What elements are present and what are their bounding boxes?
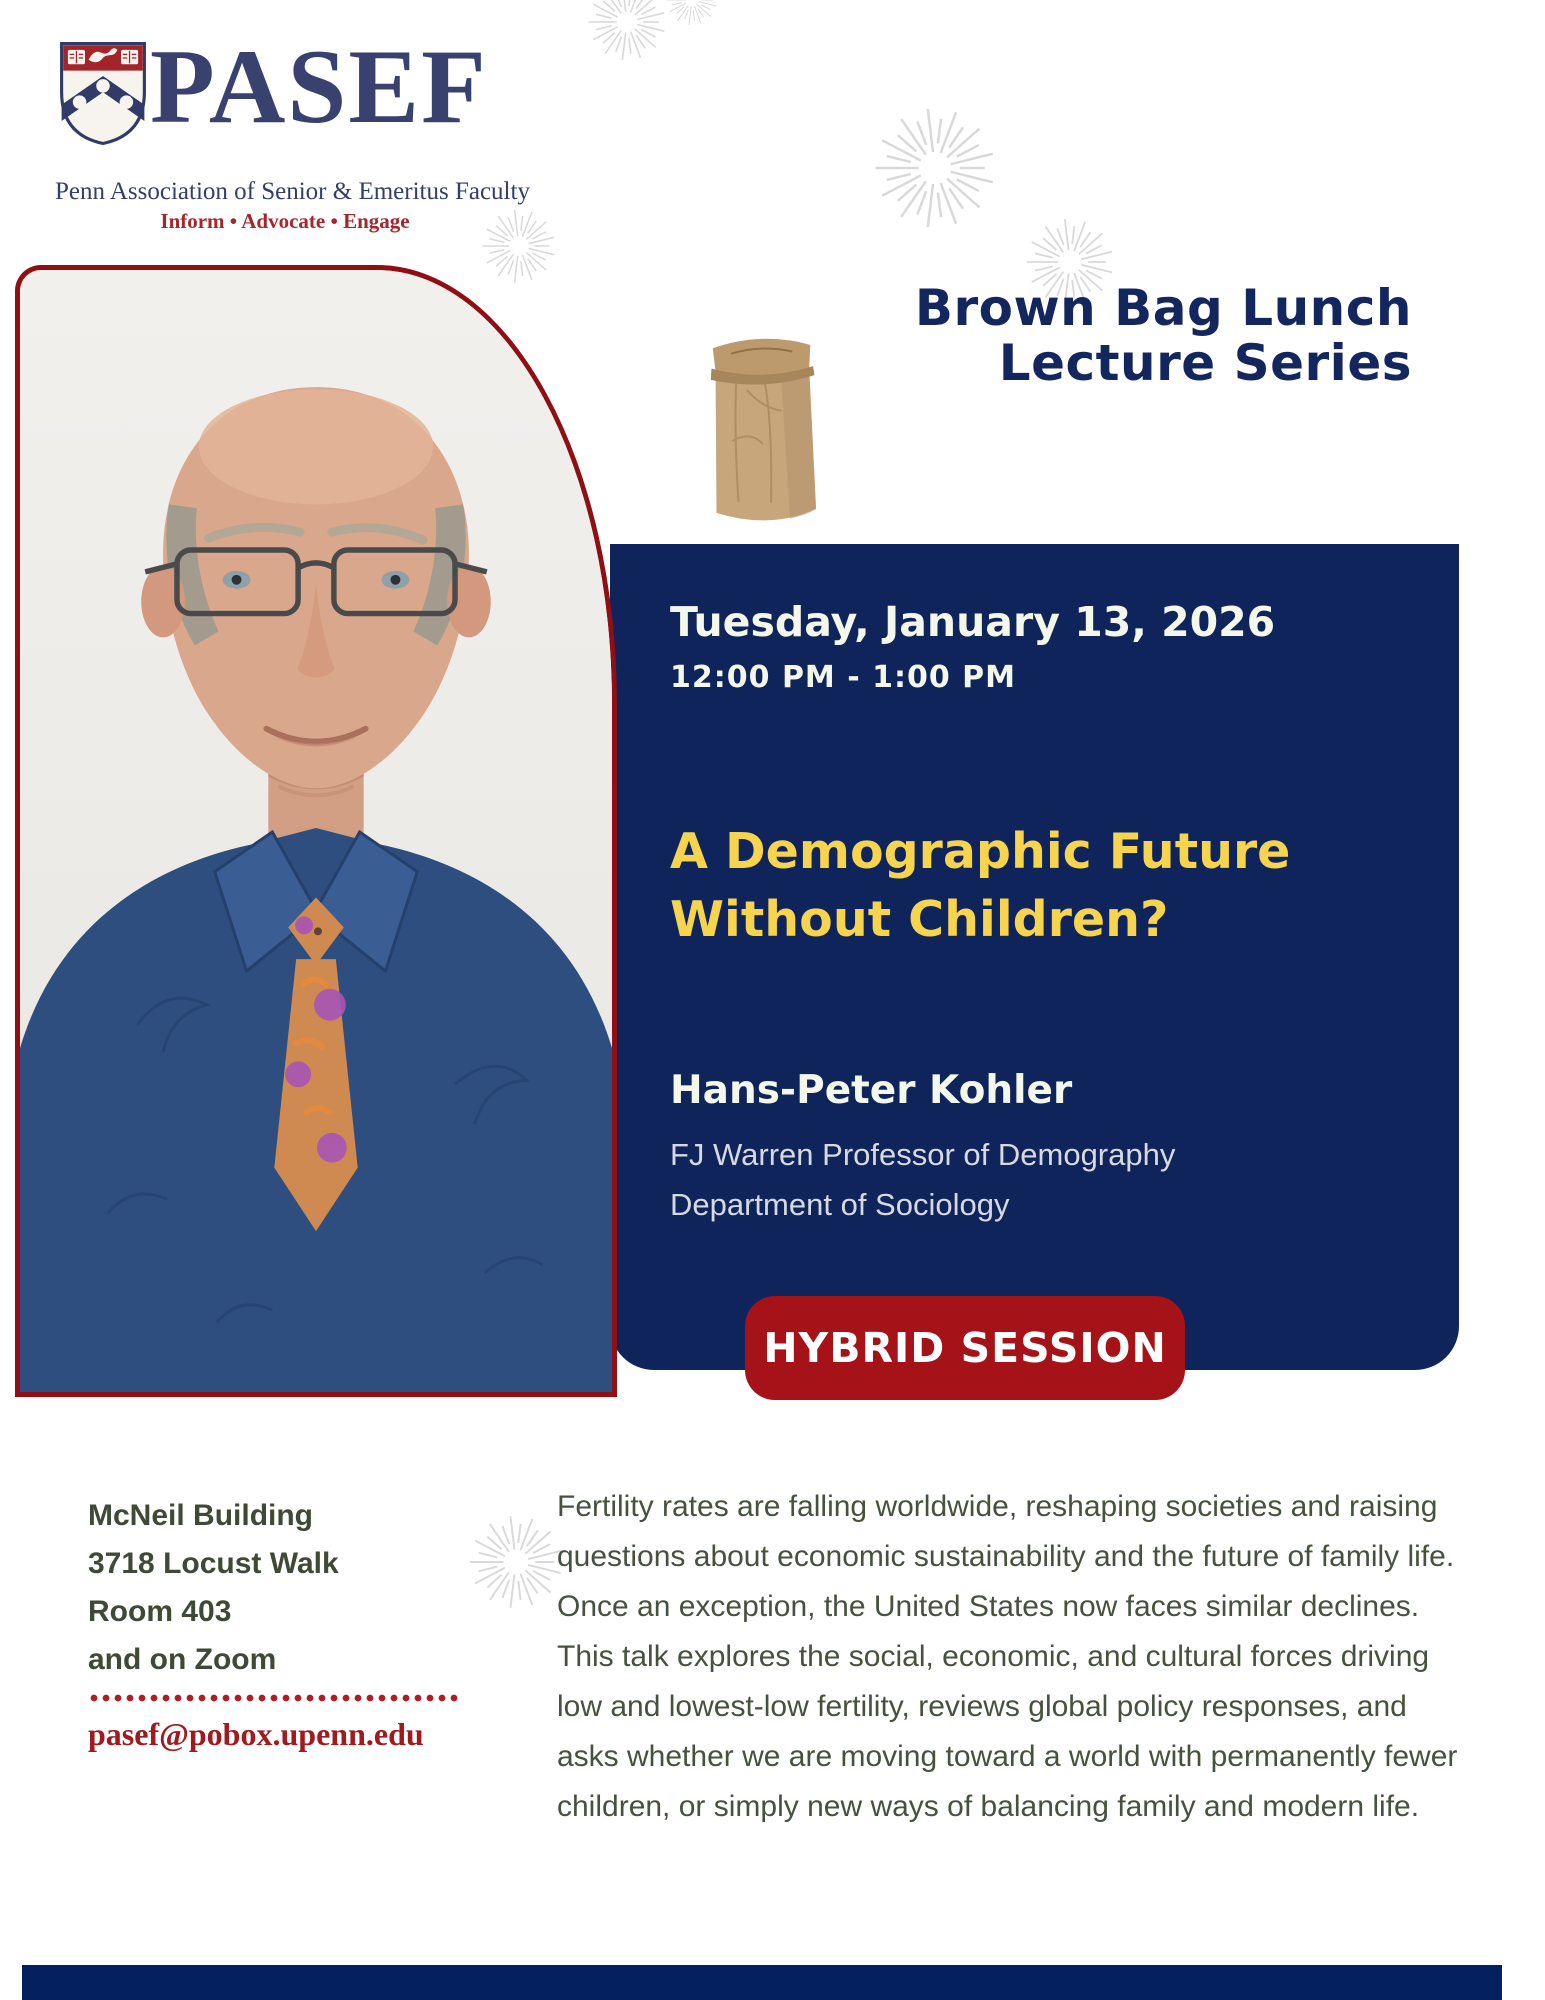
pasef-wordmark: PASEF: [150, 28, 488, 145]
event-time: 12:00 PM - 1:00 PM: [670, 660, 1017, 695]
lecture-title-line1: A Demographic Future: [670, 823, 1291, 880]
location-block: [88, 1492, 339, 1684]
lecture-abstract: Fertility rates are falling worldwide, reshaping societies and raising questions about economic sustainability and the future of family life. Once an exception, the United States now faces similar declines. This talk explores the social, economic, and cultural forces driving low and lowest-low fertility, reviews global policy responses, and asks whether we are moving toward a world with permanently fewer children, or simply new ways of balancing family and modern life.: [557, 1490, 1458, 1823]
starburst-icon: [587, 0, 667, 62]
brown-bag-image: [700, 316, 829, 518]
series-title-line2: Lecture Series: [998, 334, 1412, 392]
location-line: and on Zoom: [88, 1643, 277, 1676]
series-title: [850, 281, 1412, 391]
starburst-icon: [468, 1514, 564, 1610]
event-date: Tuesday, January 13, 2026: [670, 598, 1276, 646]
lecture-title-line2: Without Children?: [670, 891, 1169, 948]
hybrid-session-badge: [745, 1296, 1185, 1400]
penn-shield-logo-icon: [58, 40, 148, 160]
location-line: 3718 Locust Walk: [88, 1547, 339, 1580]
contact-email-link[interactable]: pasef@pobox.upenn.edu: [88, 1716, 424, 1752]
location-line: McNeil Building: [88, 1499, 313, 1532]
speaker-title-line1: FJ Warren Professor of Demography: [670, 1137, 1176, 1172]
hybrid-session-label: HYBRID SESSION: [763, 1324, 1167, 1372]
dotted-divider: [88, 1694, 460, 1702]
speaker-portrait-photo: [15, 265, 617, 1397]
footer-bar: [22, 1965, 1502, 2000]
starburst-icon: [666, 0, 718, 26]
org-name: Penn Association of Senior & Emeritus Faculty: [55, 178, 530, 205]
speaker-titles: [670, 1130, 1175, 1230]
speaker-name: Hans-Peter Kohler: [670, 1068, 1073, 1113]
series-title-line1: Brown Bag Lunch: [914, 279, 1412, 337]
lecture-title: [670, 818, 1290, 954]
org-tagline: Inform • Advocate • Engage: [160, 209, 410, 233]
location-line: Room 403: [88, 1595, 232, 1628]
starburst-icon: [873, 106, 997, 230]
speaker-title-line2: Department of Sociology: [670, 1187, 1010, 1222]
